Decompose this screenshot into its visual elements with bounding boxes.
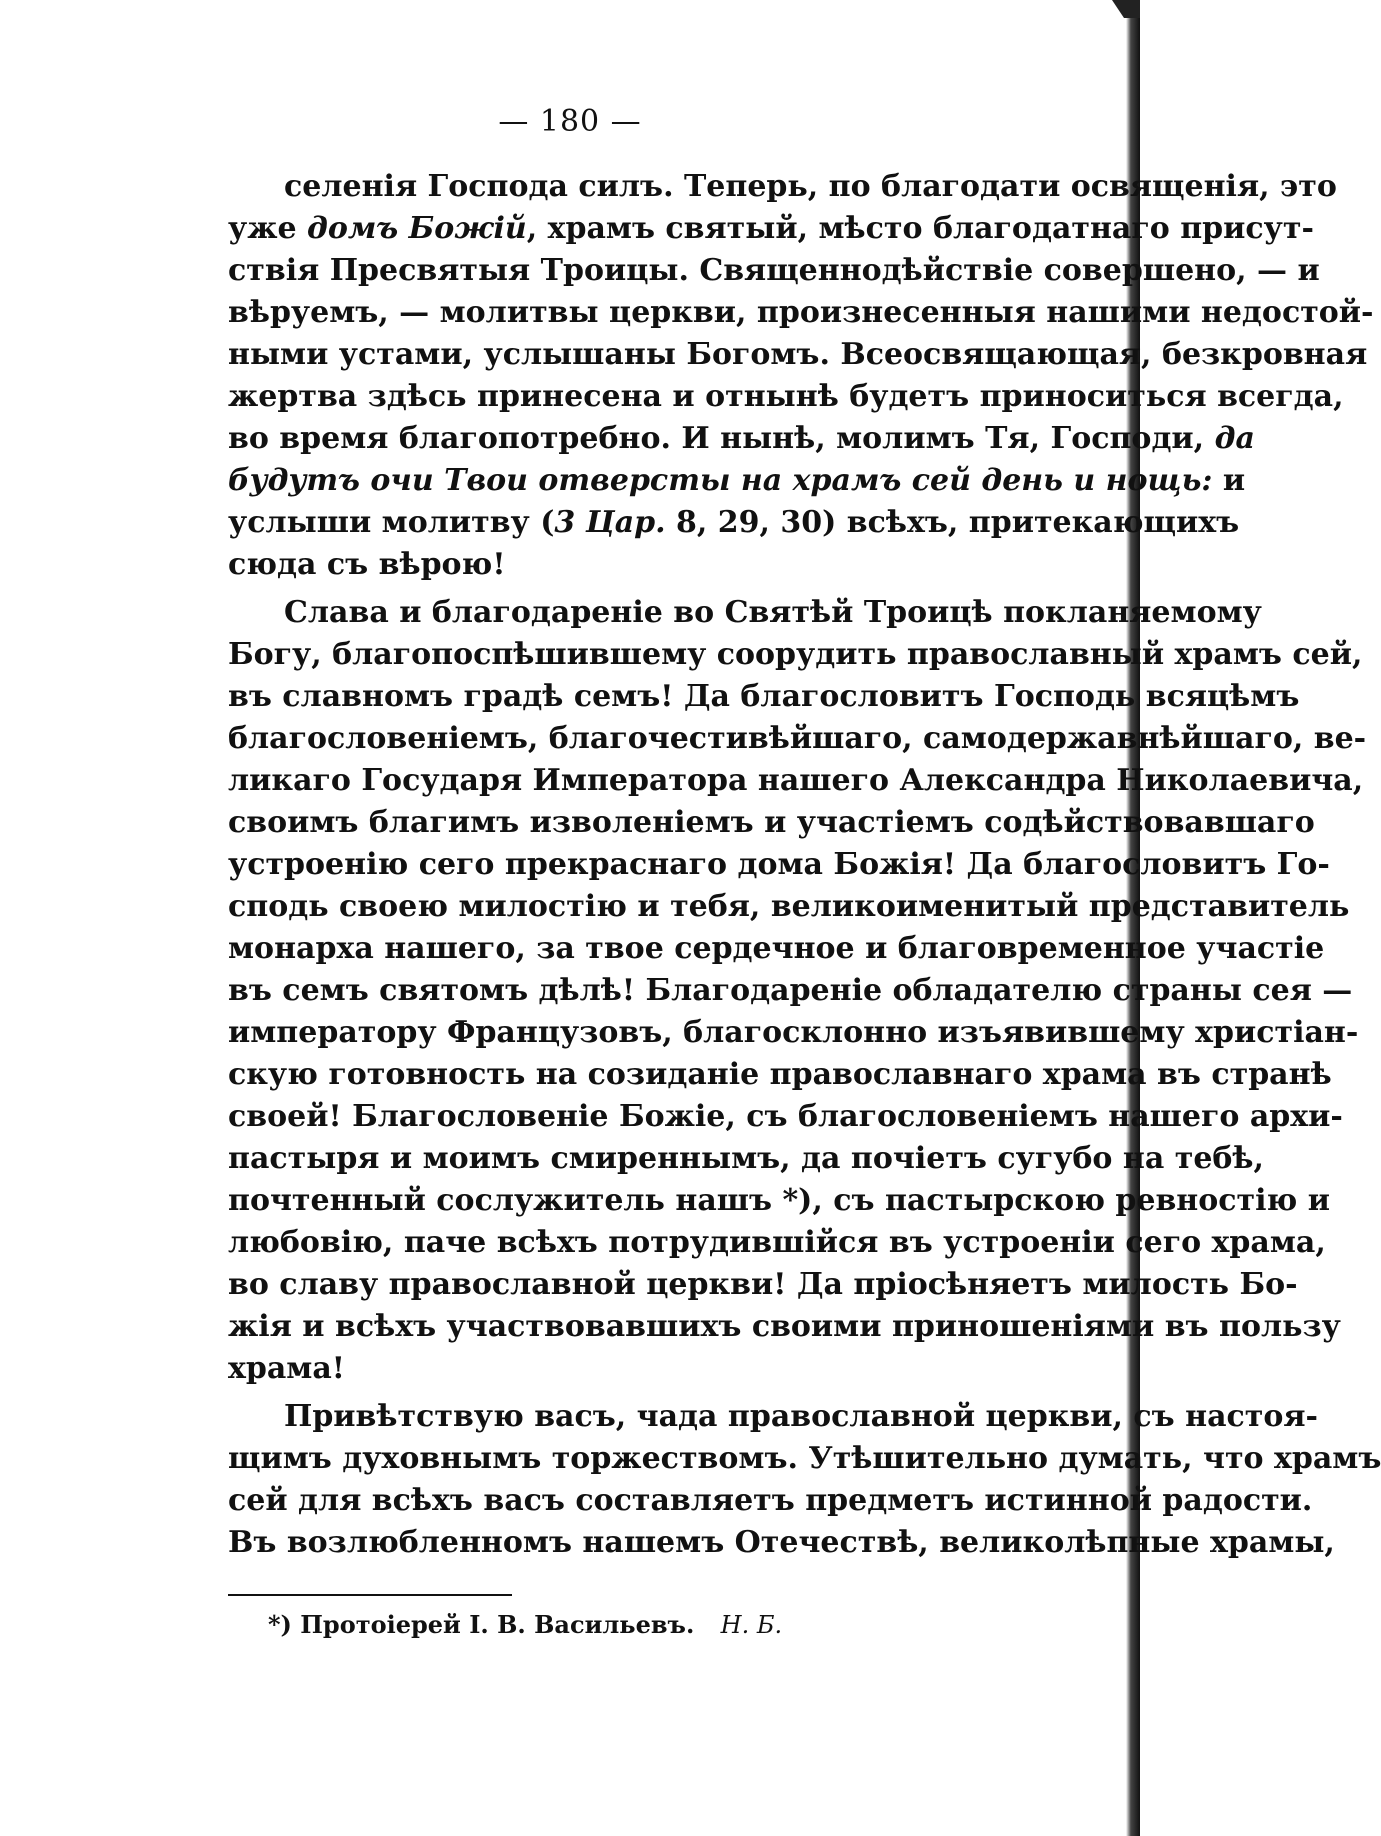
- text-run: услыши молитву (: [228, 505, 555, 540]
- text-line: [228, 334, 1368, 376]
- text-run: вѣруемъ, — молитвы церкви, произнесенныя нашими недостой-: [228, 295, 1374, 330]
- text-line: [228, 886, 1350, 928]
- text-run: императору Французовъ, благосклонно изъявившему христіан-: [228, 1015, 1359, 1050]
- text-run: ликаго Государя Императора нашего Александра Николаевича,: [228, 763, 1364, 798]
- text-run: и: [1212, 463, 1246, 498]
- text-line: [228, 1096, 1343, 1138]
- paragraph: [228, 1396, 1381, 1564]
- text-run: жертва здѣсь принесена и отнынѣ будетъ приноситься всегда,: [228, 379, 1344, 414]
- text-line: [228, 460, 1246, 502]
- text-run: почтенный сослужитель нашъ *), съ пастырскою ревностію и: [228, 1183, 1330, 1218]
- text-run: , храмъ святый, мѣсто благодатнаго присут-: [526, 211, 1314, 246]
- italic-text-run: 3 Цар.: [554, 505, 666, 540]
- text-run: любовію, паче всѣхъ потрудившійся въ устроеніи сего храма,: [228, 1225, 1326, 1260]
- text-run: скую готовность на созиданіе православнаго храма въ странѣ: [228, 1057, 1332, 1092]
- text-run: ными устами, услышаны Богомъ. Всеосвящающая, безкровная: [228, 337, 1368, 372]
- text-run: Слава и благодареніе во Святѣй Троицѣ покланяемому: [284, 595, 1262, 630]
- text-run: Богу, благопоспѣшившему соорудить православный храмъ сей,: [228, 637, 1363, 672]
- text-run: устроенію сего прекраснаго дома Божія! Да благословитъ Го-: [228, 847, 1330, 882]
- text-run: своей! Благословеніе Божіе, съ благословеніемъ нашего архи-: [228, 1099, 1343, 1134]
- text-run: ствія Пресвятыя Троицы. Священнодѣйствіе совершено, — и: [228, 253, 1320, 288]
- text-line: [228, 802, 1315, 844]
- text-run: сей для всѣхъ васъ составляетъ предметъ истинной радости.: [228, 1483, 1313, 1518]
- text-line: [228, 208, 1314, 250]
- text-line: [228, 418, 1255, 460]
- text-line: [228, 544, 1083, 586]
- text-run: сподь своею милостію и тебя, великоименитый представитель: [228, 889, 1350, 924]
- text-run: Привѣтствую васъ, чада православной церкви, съ настоя-: [284, 1399, 1318, 1434]
- footnote: [268, 1610, 782, 1639]
- text-line: [228, 634, 1363, 676]
- text-run: пастыря и моимъ смиреннымъ, да почіетъ сугубо на тебѣ,: [228, 1141, 1264, 1176]
- text-line: [228, 592, 1262, 634]
- italic-text-run: домъ Божій: [307, 211, 527, 246]
- text-line: [228, 1306, 1341, 1348]
- text-line: [228, 1180, 1330, 1222]
- text-run: во славу православной церкви! Да пріосѣняетъ милость Бо-: [228, 1267, 1298, 1302]
- text-line: [228, 1438, 1381, 1480]
- paragraph: [228, 592, 1367, 1390]
- body-text: [228, 166, 1381, 1564]
- text-run: селенія Господа силъ. Теперь, по благодати освященія, это: [284, 169, 1337, 204]
- text-run: въ семъ святомъ дѣлѣ! Благодареніе обладателю страны сея —: [228, 973, 1353, 1008]
- text-line: [228, 1012, 1359, 1054]
- text-line: [228, 718, 1367, 760]
- text-line: [228, 844, 1330, 886]
- text-line: [228, 502, 1240, 544]
- footnote-rule: [228, 1594, 512, 1596]
- text-line: [228, 760, 1364, 802]
- page-corner-mark: [1100, 0, 1140, 18]
- text-run: своимъ благимъ изволеніемъ и участіемъ содѣйствовавшаго: [228, 805, 1315, 840]
- text-line: [228, 376, 1344, 418]
- text-line: [228, 1396, 1318, 1438]
- text-run: во время благопотребно. И нынѣ, молимъ Тя, Господи,: [228, 421, 1215, 456]
- text-line: [228, 1522, 1335, 1564]
- text-run: благословеніемъ, благочестивѣйшаго, самодержавнѣйшаго, ве-: [228, 721, 1367, 756]
- text-run: Въ возлюбленномъ нашемъ Отечествѣ, великолѣпные храмы,: [228, 1525, 1335, 1560]
- text-run: 8, 29, 30) всѣхъ, притекающихъ: [665, 505, 1240, 540]
- text-run: уже: [228, 211, 308, 246]
- italic-text-run: да: [1214, 421, 1255, 456]
- text-run: жія и всѣхъ участвовавшихъ своими приношеніями въ пользу: [228, 1309, 1341, 1344]
- text-run: храма!: [228, 1351, 345, 1386]
- italic-text-run: будутъ очи Твои отверсты на храмъ сей день и нощь:: [228, 463, 1213, 498]
- text-line: [228, 1480, 1313, 1522]
- text-run: сюда съ вѣрою!: [228, 547, 506, 582]
- text-line: [228, 676, 1300, 718]
- page-number: — 180 —: [498, 104, 642, 139]
- text-line: [228, 1348, 1083, 1390]
- text-line: [228, 1138, 1264, 1180]
- text-line: [228, 1054, 1332, 1096]
- text-run: монарха нашего, за твое сердечное и благовременное участіе: [228, 931, 1325, 966]
- text-line: [228, 1264, 1298, 1306]
- text-line: [228, 1222, 1326, 1264]
- text-line: [228, 250, 1320, 292]
- text-run: щимъ духовнымъ торжествомъ. Утѣшительно думать, что храмъ: [228, 1441, 1381, 1476]
- text-line: [228, 970, 1353, 1012]
- footnote-signature: Н. Б.: [720, 1611, 783, 1639]
- text-line: [228, 928, 1325, 970]
- paragraph: [228, 166, 1374, 586]
- text-line: [228, 166, 1337, 208]
- footnote-text: *) Протоіерей І. В. Васильевъ.: [268, 1610, 695, 1639]
- text-line: [228, 292, 1374, 334]
- text-run: въ славномъ градѣ семъ! Да благословитъ Господь всяцѣмъ: [228, 679, 1300, 714]
